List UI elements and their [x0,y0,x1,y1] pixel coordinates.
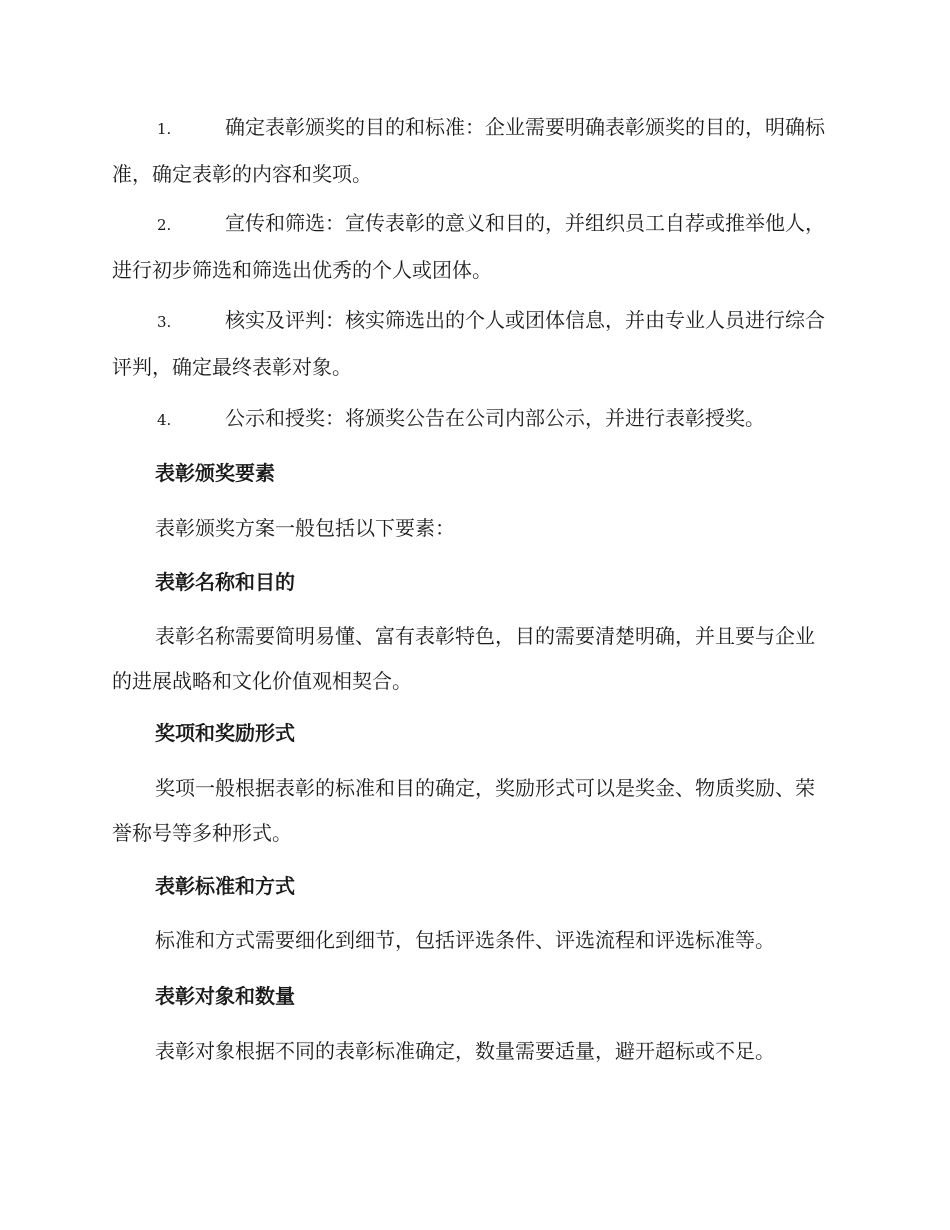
list-number: 1. [157,120,172,138]
item-text-name-purpose: 表彰名称需要简明易懂、富有表彰特色，目的需要清楚明确，并且要与企业的进展战略和文化价值观相契合。 [112,624,815,693]
list-number: 2. [157,216,172,234]
section-heading: 表彰颁奖要素 [155,461,275,485]
list-item-4 [112,396,834,443]
item-heading-standards-methods: 表彰标准和方式 [155,874,295,898]
item-heading-recipients-quantity: 表彰对象和数量 [155,984,295,1008]
list-item-2 [112,201,834,293]
list-item-text: 公示和授奖：将颁奖公告在公司内部公示，并进行表彰授奖。 [225,406,765,430]
list-item-text: 核实及评判：核实筛选出的个人或团体信息，并由专业人员进行综合评判，确定最终表彰对象。 [112,308,825,379]
item-heading-awards-forms: 奖项和奖励形式 [155,721,295,745]
item-heading-name-purpose: 表彰名称和目的 [155,570,295,594]
list-number: 3. [157,313,172,331]
item-text-recipients-quantity: 表彰对象根据不同的表彰标准确定，数量需要适量，避开超标或不足。 [155,1039,775,1063]
section-intro: 表彰颁奖方案一般包括以下要素： [155,516,455,540]
list-item-1 [112,105,834,197]
list-item-3 [112,298,834,390]
list-number: 4. [157,411,172,429]
item-text-standards-methods: 标准和方式需要细化到细节，包括评选条件、评选流程和评选标准等。 [155,928,775,952]
list-item-text: 确定表彰颁奖的目的和标准：企业需要明确表彰颁奖的目的，明确标准，确定表彰的内容和奖项。 [112,115,825,186]
item-text-awards-forms: 奖项一般根据表彰的标准和目的确定，奖励形式可以是奖金、物质奖励、荣誉称号等多种形式。 [112,776,815,845]
list-item-text: 宣传和筛选：宣传表彰的意义和目的，并组织员工自荐或推举他人，进行初步筛选和筛选出优秀的个人或团体。 [112,211,825,282]
